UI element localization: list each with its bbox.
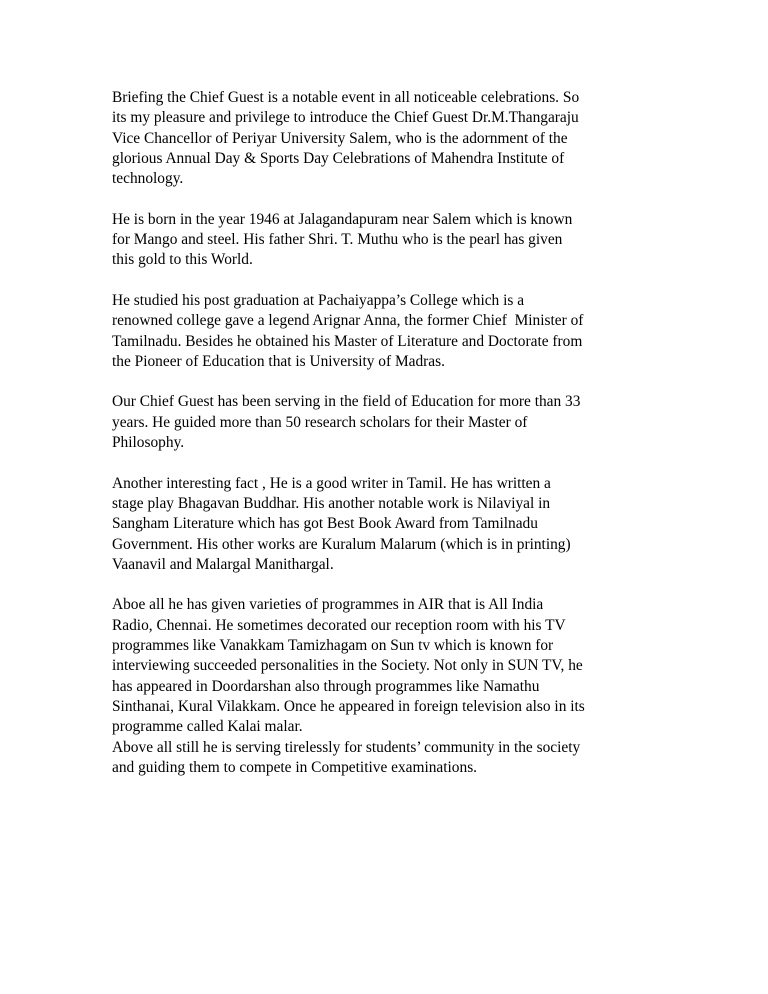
text-line: the Pioneer of Education that is University of Madras.	[112, 352, 445, 370]
text-line: Our Chief Guest has been serving in the field of Education for more than 33	[112, 393, 581, 411]
paragraph-writings	[112, 474, 662, 575]
text-line: Aboe all he has given varieties of programmes in AIR that is All India	[112, 596, 544, 614]
text-line: technology.	[112, 170, 184, 188]
text-line: has appeared in Doordarshan also through programmes like Namathu	[112, 677, 540, 695]
text-line: Sangham Literature which has got Best Book Award from Tamilnadu	[112, 515, 538, 533]
text-line: Another interesting fact , He is a good writer in Tamil. He has written a	[112, 474, 551, 492]
text-line: this gold to this World.	[112, 251, 253, 269]
document-body	[112, 88, 662, 778]
paragraph-service	[112, 392, 662, 453]
text-line: for Mango and steel. His father Shri. T. Muthu who is the pearl has given	[112, 231, 563, 249]
text-line: years. He guided more than 50 research scholars for their Master of	[112, 413, 528, 431]
text-line: stage play Bhagavan Buddhar. His another notable work is Nilaviyal in	[112, 494, 551, 512]
text-line: programme called Kalai malar.	[112, 718, 303, 736]
text-line: Above all still he is serving tirelessly for students’ community in the society	[112, 738, 581, 756]
text-line: He studied his post graduation at Pachaiyappa’s College which is a	[112, 291, 525, 309]
text-line: programmes like Vanakkam Tamizhagam on Sun tv which is known for	[112, 637, 554, 655]
text-line: Sinthanai, Kural Vilakkam. Once he appeared in foreign television also in its	[112, 697, 585, 715]
text-line: glorious Annual Day & Sports Day Celebrations of Mahendra Institute of	[112, 149, 565, 167]
paragraph-introduction	[112, 88, 662, 189]
text-line: Government. His other works are Kuralum Malarum (which is in printing)	[112, 535, 571, 553]
text-line: interviewing succeeded personalities in the Society. Not only in SUN TV, he	[112, 657, 583, 675]
paragraph-closing	[112, 738, 662, 779]
text-line: Philosophy.	[112, 434, 185, 452]
paragraph-birth	[112, 210, 662, 271]
text-line: Briefing the Chief Guest is a notable event in all noticeable celebrations. So	[112, 89, 580, 106]
text-line: Vaanavil and Malargal Manithargal.	[112, 555, 334, 573]
text-line: He is born in the year 1946 at Jalagandapuram near Salem which is known	[112, 210, 573, 228]
paragraph-media	[112, 595, 662, 737]
text-line: its my pleasure and privilege to introduce the Chief Guest Dr.M.Thangaraju	[112, 109, 579, 127]
paragraph-education	[112, 291, 662, 372]
text-line: Vice Chancellor of Periyar University Salem, who is the adornment of the	[112, 129, 568, 147]
text-line: renowned college gave a legend Arignar Anna, the former Chief Minister of	[112, 312, 584, 330]
text-line: and guiding them to compete in Competitive examinations.	[112, 758, 478, 776]
text-line: Radio, Chennai. He sometimes decorated our reception room with his TV	[112, 616, 566, 634]
text-line: Tamilnadu. Besides he obtained his Master of Literature and Doctorate from	[112, 332, 583, 350]
